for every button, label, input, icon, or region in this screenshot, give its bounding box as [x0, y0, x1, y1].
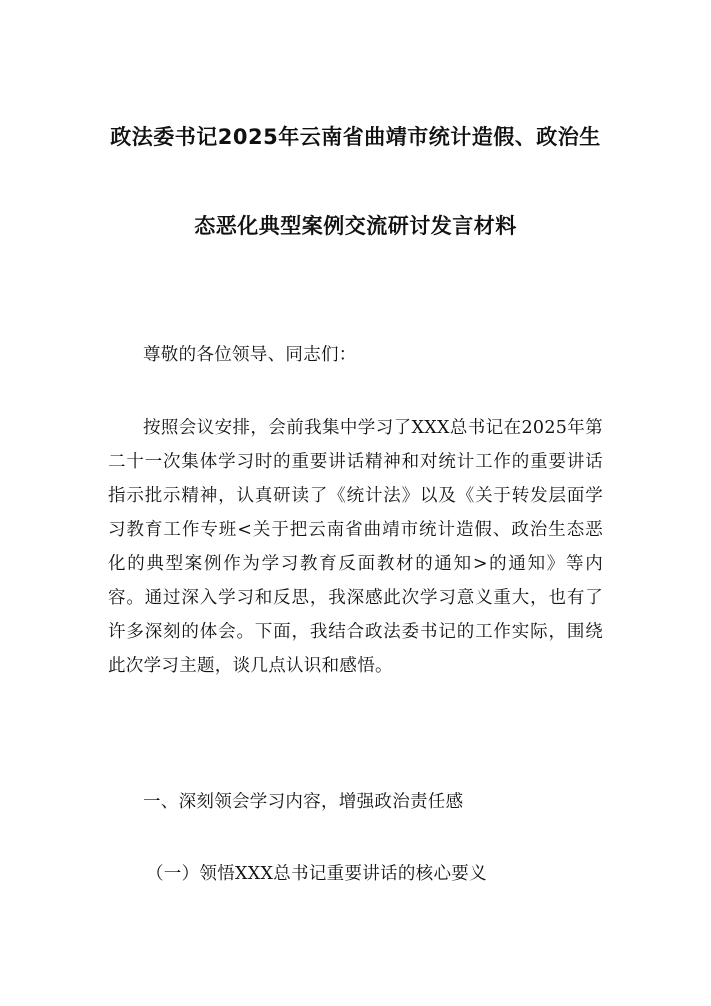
document-title-line-1: 政法委书记2025年云南省曲靖市统计造假、政治生 — [110, 125, 601, 149]
section-heading: 一、深刻领会学习内容，增强政治责任感 — [143, 792, 464, 812]
body-paragraph: 按照会议安排，会前我集中学习了XXX总书记在2025年第二十一次集体学习时的重要讲话精神和对统计工作的重要讲话指示批示精神，认真研读了《统计法》以及《关于转发层面学习教育工作专班<关于把云南省曲靖市统计造假、政治生态恶化的典型案例作为学习教育反面教材的通知>的通知》等内容。通过深入学习和反思，我深感此次学习意义重大，也有了许多深刻的体会。下面，我结合政法委书记的工作实际，围绕此次学习主题，谈几点认识和感悟。 — [108, 418, 603, 676]
document-title-line-2: 态恶化典型案例交流研讨发言材料 — [194, 214, 517, 238]
subsection-heading: （一）领悟XXX总书记重要讲话的核心要义 — [146, 864, 487, 884]
salutation: 尊敬的各位领导、同志们： — [143, 345, 357, 365]
